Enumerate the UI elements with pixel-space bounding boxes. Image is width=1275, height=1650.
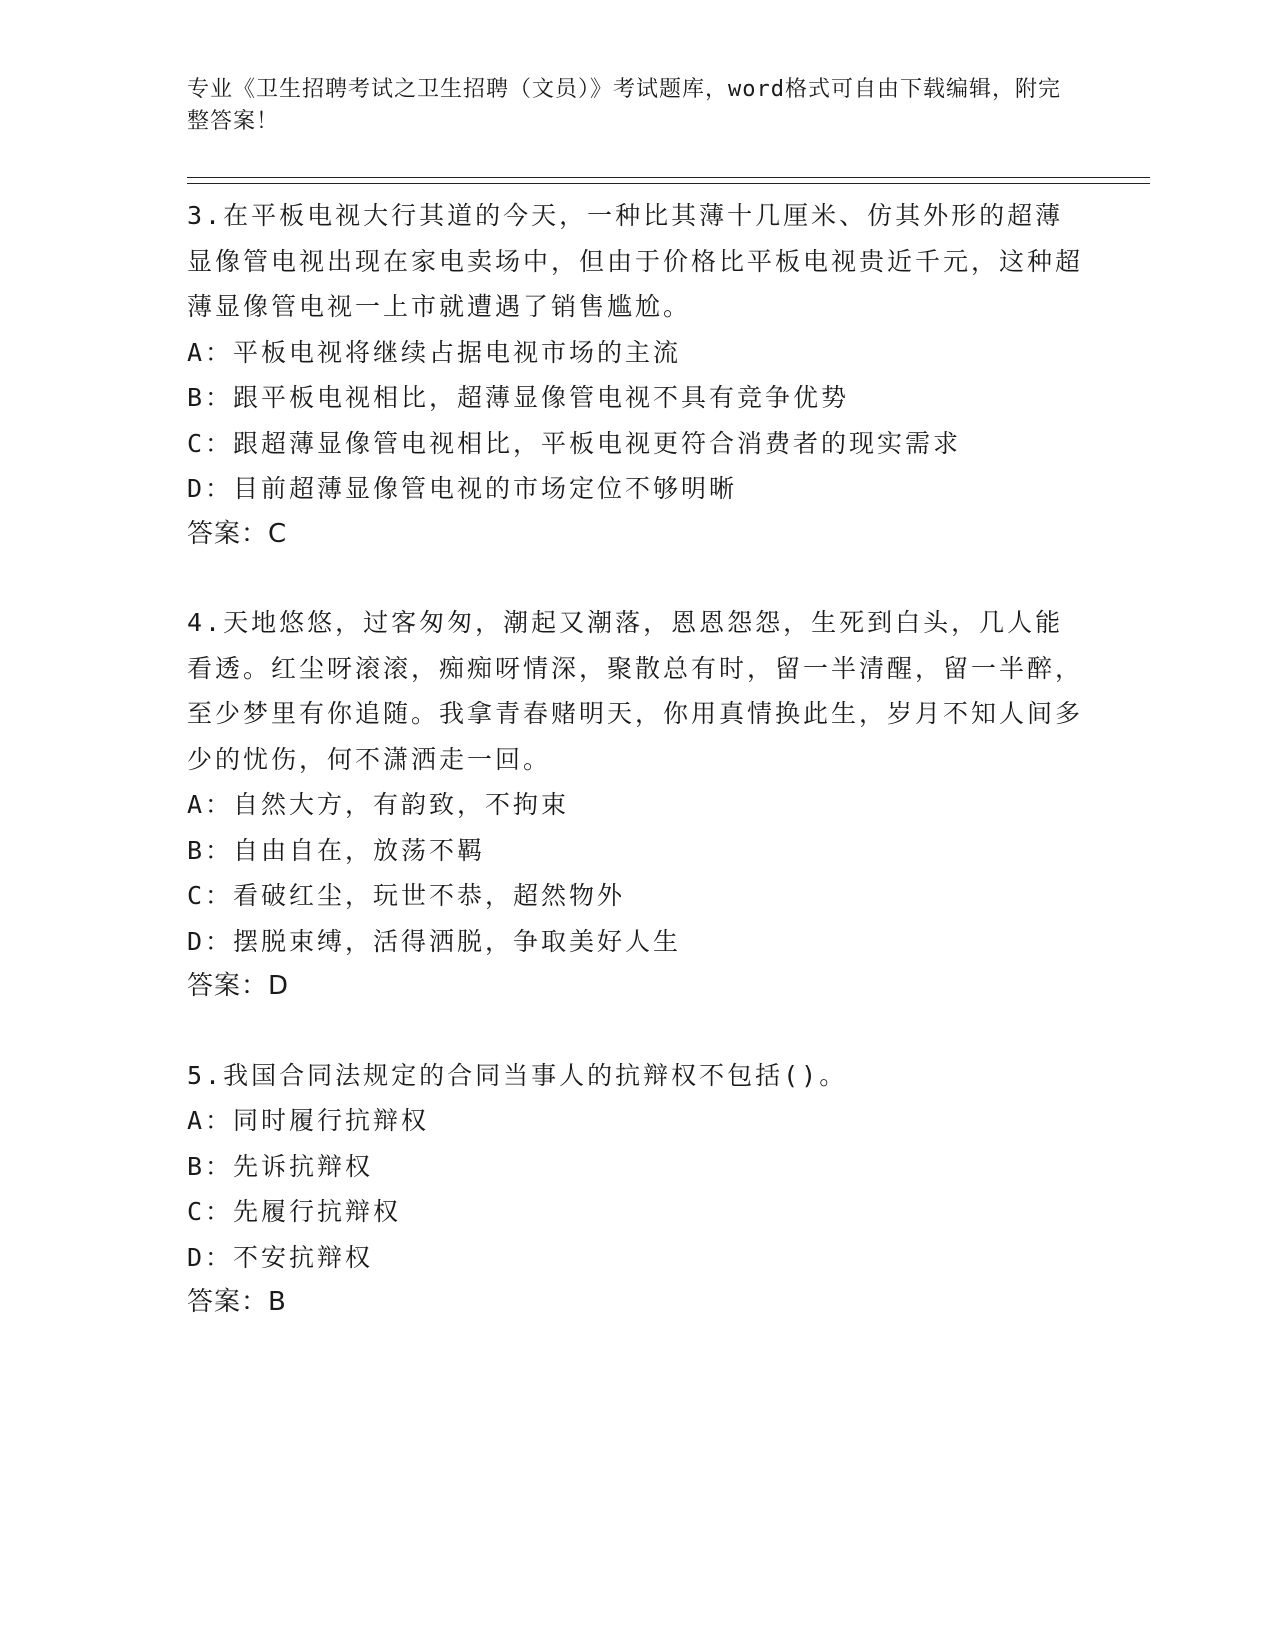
answer-line: 答案：C — [187, 518, 288, 549]
option-c: C：跟超薄显像管电视相比，平板电视更符合消费者的现实需求 — [187, 428, 962, 458]
header-rule-bottom — [187, 183, 1150, 184]
question-list — [187, 193, 1087, 1369]
option-a: A：自然大方，有韵致，不拘束 — [187, 790, 570, 819]
option-a: A：同时履行抗辩权 — [187, 1106, 430, 1135]
document-header: 专业《卫生招聘考试之卫生招聘（文员）》考试题库，word格式可自由下载编辑，附完整答案！ — [187, 77, 1061, 134]
option-b: B：自由自在，放荡不羁 — [187, 835, 486, 865]
option-a: A：平板电视将继续占据电视市场的主流 — [187, 337, 682, 367]
question-5 — [187, 1053, 1087, 1326]
option-b: B：先诉抗辩权 — [187, 1151, 374, 1181]
option-c: C：看破红尘，玩世不恭，超然物外 — [187, 881, 626, 910]
question-4 — [187, 600, 1087, 1010]
header-rule-top — [187, 177, 1150, 178]
question-stem: 4.天地悠悠，过客匆匆，潮起又潮落，恩恩怨怨，生死到白头，几人能看透。红尘呀滚滚，痴痴呀情深，聚散总有时，留一半清醒，留一半醉，至少梦里有你追随。我拿青春赌明天，你用真情换此生，岁月不知人间多少的忧伤，何不潇洒走一回。 — [187, 608, 1084, 774]
option-d: D：不安抗辩权 — [187, 1242, 374, 1272]
answer-line: 答案：D — [187, 971, 290, 1001]
option-b: B：跟平板电视相比，超薄显像管电视不具有竞争优势 — [187, 383, 850, 412]
option-d: D：目前超薄显像管电视的市场定位不够明晰 — [187, 474, 738, 503]
answer-line: 答案：B — [187, 1287, 287, 1317]
question-3 — [187, 193, 1087, 557]
option-c: C：先履行抗辩权 — [187, 1197, 402, 1226]
option-d: D：摆脱束缚，活得洒脱，争取美好人生 — [187, 926, 682, 956]
question-stem: 5.我国合同法规定的合同当事人的抗辩权不包括()。 — [187, 1060, 848, 1090]
question-stem: 3.在平板电视大行其道的今天，一种比其薄十几厘米、仿其外形的超薄显像管电视出现在家电卖场中，但由于价格比平板电视贵近千元，这种超薄显像管电视一上市就遭遇了销售尴尬。 — [187, 201, 1084, 321]
